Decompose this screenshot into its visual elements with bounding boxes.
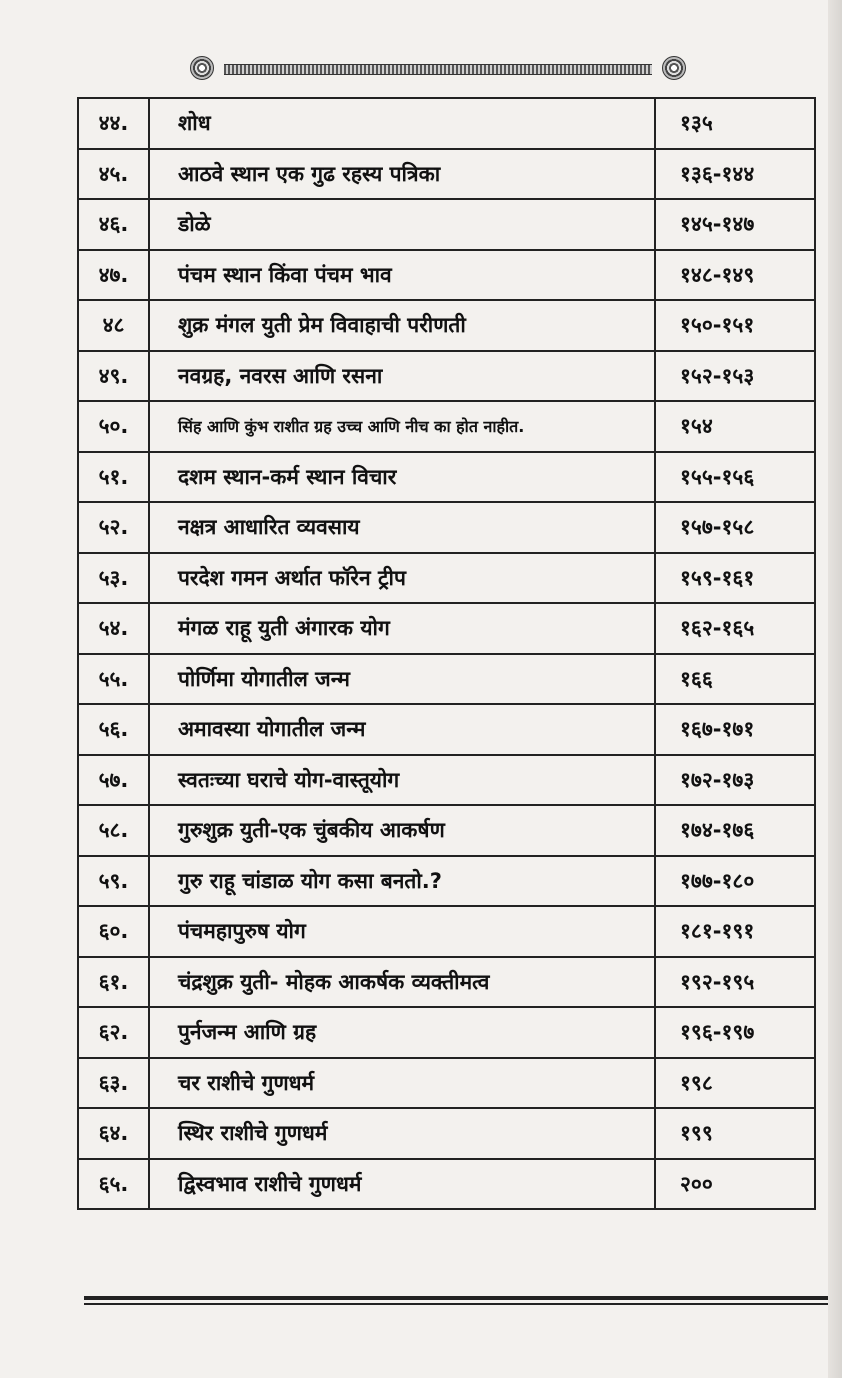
chapter-number: ४४. <box>78 98 149 149</box>
chapter-title: गुरु राहू चांडाळ योग कसा बनतो.? <box>149 856 655 907</box>
table-row <box>78 351 815 402</box>
chapter-number: ४६. <box>78 199 149 250</box>
page-range: १९२-१९५ <box>655 957 815 1008</box>
page-edge <box>828 0 842 1378</box>
page-range: १३६-१४४ <box>655 149 815 200</box>
table-row <box>78 401 815 452</box>
page-range: १५९-१६१ <box>655 553 815 604</box>
chapter-number: ६५. <box>78 1159 149 1210</box>
table-row <box>78 856 815 907</box>
chapter-number: ५८. <box>78 805 149 856</box>
table-row <box>78 98 815 149</box>
table-row <box>78 250 815 301</box>
page-range: २०० <box>655 1159 815 1210</box>
table-row <box>78 1007 815 1058</box>
chapter-title: डोळे <box>149 199 655 250</box>
page-range: १७२-१७३ <box>655 755 815 806</box>
chapter-title: मंगळ राहू युती अंगारक योग <box>149 603 655 654</box>
chapter-title: अमावस्या योगातील जन्म <box>149 704 655 755</box>
header-ornament <box>190 56 686 82</box>
page-range: १४८-१४९ <box>655 250 815 301</box>
chapter-number: ४८ <box>78 300 149 351</box>
chapter-title: शोध <box>149 98 655 149</box>
chapter-title: परदेश गमन अर्थात फॉरेन ट्रीप <box>149 553 655 604</box>
page-range: १६७-१७१ <box>655 704 815 755</box>
table-row <box>78 1108 815 1159</box>
chapter-number: ५७. <box>78 755 149 806</box>
page-range: १८१-१९१ <box>655 906 815 957</box>
page-range: १५२-१५३ <box>655 351 815 402</box>
page-range: १७७-१८० <box>655 856 815 907</box>
chapter-number: ६०. <box>78 906 149 957</box>
page-range: १५४ <box>655 401 815 452</box>
chapter-title: पंचमहापुरुष योग <box>149 906 655 957</box>
chapter-title: नवग्रह, नवरस आणि रसना <box>149 351 655 402</box>
table-row <box>78 199 815 250</box>
chapter-title: नक्षत्र आधारित व्यवसाय <box>149 502 655 553</box>
table-row <box>78 755 815 806</box>
chapter-title: चर राशीचे गुणधर्म <box>149 1058 655 1109</box>
chapter-number: ६३. <box>78 1058 149 1109</box>
chapter-title: दशम स्थान-कर्म स्थान विचार <box>149 452 655 503</box>
chapter-title: पुर्नजन्म आणि ग्रह <box>149 1007 655 1058</box>
page-range: १९६-१९७ <box>655 1007 815 1058</box>
table-row <box>78 452 815 503</box>
chapter-title: शुक्र मंगल युती प्रेम विवाहाची परीणती <box>149 300 655 351</box>
table-row <box>78 1058 815 1109</box>
chapter-number: ४९. <box>78 351 149 402</box>
chapter-number: ५६. <box>78 704 149 755</box>
page-range: १६२-१६५ <box>655 603 815 654</box>
chapter-number: ४५. <box>78 149 149 200</box>
table-row <box>78 603 815 654</box>
table-row <box>78 805 815 856</box>
table-row <box>78 1159 815 1210</box>
table-row <box>78 704 815 755</box>
chapter-number: ५९. <box>78 856 149 907</box>
table-row <box>78 654 815 705</box>
chapter-title: सिंह आणि कुंभ राशीत ग्रह उच्च आणि नीच का होत नाहीत. <box>149 401 655 452</box>
page-range: १९९ <box>655 1108 815 1159</box>
chapter-title: चंद्रशुक्र युती- मोहक आकर्षक व्यक्तीमत्व <box>149 957 655 1008</box>
chapter-title: गुरुशुक्र युती-एक चुंबकीय आकर्षण <box>149 805 655 856</box>
chapter-number: ६४. <box>78 1108 149 1159</box>
chapter-number: ५०. <box>78 401 149 452</box>
chapter-number: ५३. <box>78 553 149 604</box>
table-row <box>78 502 815 553</box>
chapter-number: ६२. <box>78 1007 149 1058</box>
footer-rule <box>84 1296 828 1300</box>
table-row <box>78 553 815 604</box>
table-row <box>78 149 815 200</box>
table-row <box>78 957 815 1008</box>
page-range: १५७-१५८ <box>655 502 815 553</box>
chapter-number: ५१. <box>78 452 149 503</box>
chapter-title: स्थिर राशीचे गुणधर्म <box>149 1108 655 1159</box>
chapter-number: ५४. <box>78 603 149 654</box>
table-row <box>78 300 815 351</box>
page-range: १६६ <box>655 654 815 705</box>
page-range: १३५ <box>655 98 815 149</box>
page-range: १७४-१७६ <box>655 805 815 856</box>
chapter-title: स्वतःच्या घराचे योग-वास्तूयोग <box>149 755 655 806</box>
chapter-title: द्विस्वभाव राशीचे गुणधर्म <box>149 1159 655 1210</box>
contents-table <box>77 97 816 1210</box>
ornament-flower-icon <box>662 56 686 80</box>
chapter-title: पोर्णिमा योगातील जन्म <box>149 654 655 705</box>
footer-rule <box>84 1303 828 1305</box>
chapter-number: ४७. <box>78 250 149 301</box>
ornament-flower-icon <box>190 56 214 80</box>
chapter-number: ६१. <box>78 957 149 1008</box>
chapter-number: ५५. <box>78 654 149 705</box>
page-range: १५०-१५१ <box>655 300 815 351</box>
chapter-number: ५२. <box>78 502 149 553</box>
chapter-title: आठवे स्थान एक गुढ रहस्य पत्रिका <box>149 149 655 200</box>
table-row <box>78 906 815 957</box>
ornament-bar <box>224 64 652 75</box>
page-range: १४५-१४७ <box>655 199 815 250</box>
page-range: १९८ <box>655 1058 815 1109</box>
page-range: १५५-१५६ <box>655 452 815 503</box>
chapter-title: पंचम स्थान किंवा पंचम भाव <box>149 250 655 301</box>
